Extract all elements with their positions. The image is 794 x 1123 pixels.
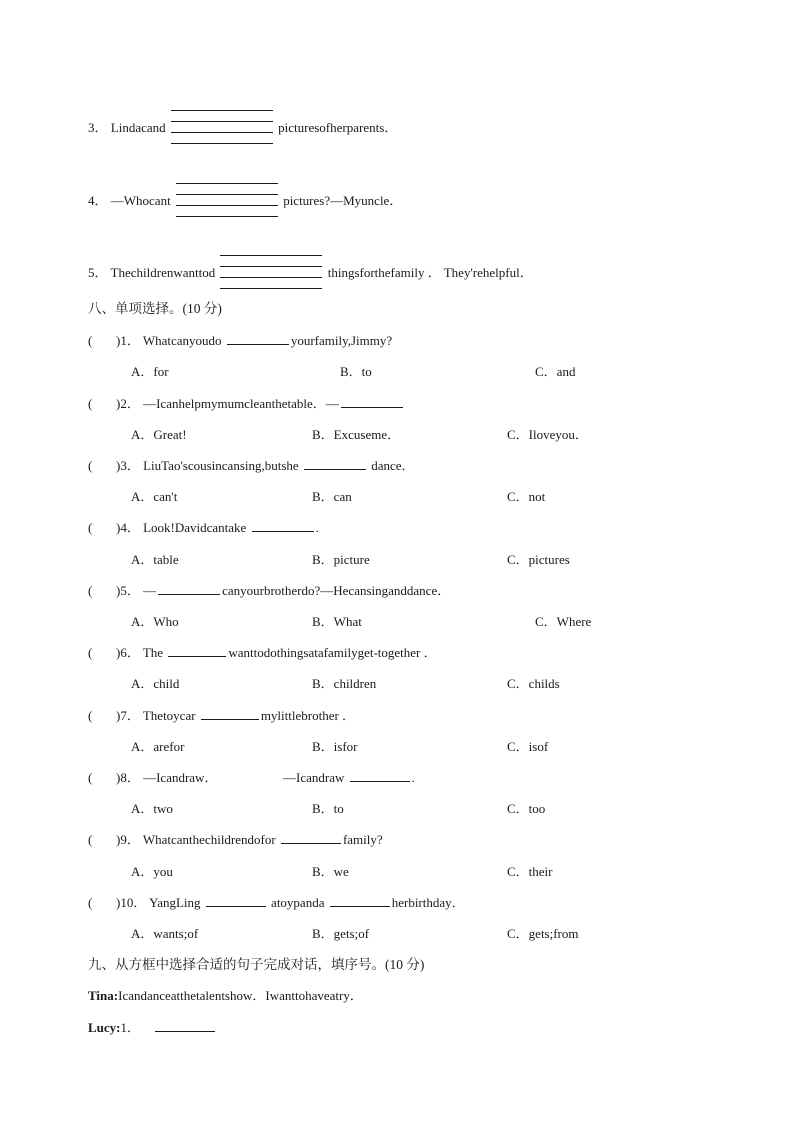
dialog-line-lucy: [88, 1020, 217, 1036]
answer-blank[interactable]: [227, 343, 289, 345]
question-text: atoypanda: [271, 895, 325, 910]
question-3: [88, 458, 415, 474]
option-c[interactable]: C．isof: [507, 739, 549, 754]
question-text: Whatcanyoudo: [142, 333, 222, 348]
item-text-before: Lindacand: [110, 120, 166, 135]
item-text-after: picturesofherparents．: [278, 120, 398, 135]
question-label: )2．: [116, 396, 140, 411]
answer-paren[interactable]: (: [88, 708, 93, 723]
question-text: YangLing: [149, 895, 201, 910]
item-text-after: thingsforthefamily ． They'rehelpful．: [327, 265, 533, 280]
option-a[interactable]: A．Who: [131, 614, 179, 629]
answer-paren[interactable]: (: [88, 458, 93, 473]
speaker-name: Tina:: [88, 988, 119, 1003]
question-text: The: [142, 645, 164, 660]
question-text: canyourbrotherdo?—Hecansinganddance．: [222, 583, 451, 598]
question-5: [88, 583, 450, 599]
stacked-writing-lines[interactable]: [171, 120, 273, 136]
fill-blank-item-3: [88, 120, 397, 136]
option-c[interactable]: C．gets;from: [507, 926, 579, 941]
question-label: )6．: [116, 645, 140, 660]
answer-blank[interactable]: [350, 780, 410, 782]
dialog-line-tina: [88, 988, 363, 1004]
question-text: dance．: [371, 458, 415, 473]
question-label: )8．: [116, 770, 140, 785]
section-9-title: 九、从方框中选择合适的句子完成对话，填序号。(10 分): [88, 957, 425, 972]
item-number: 3．: [88, 120, 108, 135]
question-text: mylittlebrother ．: [260, 708, 356, 723]
option-b[interactable]: B．Excuseme．: [312, 427, 401, 442]
question-2: [88, 396, 405, 412]
question-9: [88, 832, 383, 848]
option-b[interactable]: B．to: [340, 364, 372, 379]
dialog-text: Icandanceatthetalentshow．Iwanttohaveatry．: [118, 988, 363, 1003]
question-text: —Icanhelpmymumcleanthetable．—: [143, 396, 339, 411]
answer-blank[interactable]: [201, 718, 259, 720]
answer-paren[interactable]: (: [88, 770, 93, 785]
question-text: —: [143, 583, 157, 598]
question-text: herbirthday．: [391, 895, 465, 910]
question-text: Look!Davidcantake: [143, 520, 247, 535]
question-label: )7．: [116, 708, 140, 723]
question-text: LiuTao'scousincansing,butshe: [143, 458, 299, 473]
question-7: [88, 708, 355, 724]
option-c[interactable]: C．too: [507, 801, 546, 816]
question-6: [88, 645, 437, 661]
section-8-title: 八、单项选择。(10 分): [88, 301, 222, 316]
question-label: )9．: [116, 832, 140, 847]
dialog-text: 1．: [120, 1020, 141, 1035]
question-label: )3．: [116, 458, 140, 473]
question-1: [88, 333, 392, 349]
answer-paren[interactable]: (: [88, 333, 93, 348]
answer-blank[interactable]: [168, 655, 226, 657]
option-b[interactable]: B．can: [312, 489, 352, 504]
option-b[interactable]: B．to: [312, 801, 344, 816]
answer-paren[interactable]: (: [88, 645, 93, 660]
answer-paren[interactable]: (: [88, 396, 93, 411]
answer-blank[interactable]: [158, 593, 220, 595]
option-c[interactable]: C．their: [507, 864, 553, 879]
option-b[interactable]: B．picture: [312, 552, 370, 567]
option-a[interactable]: A．wants;of: [131, 926, 199, 941]
answer-blank[interactable]: [206, 905, 266, 907]
option-a[interactable]: A．arefor: [131, 739, 185, 754]
option-a[interactable]: A．can't: [131, 489, 178, 504]
item-number: 5．: [88, 265, 108, 280]
option-a[interactable]: A．table: [131, 552, 179, 567]
question-text: yourfamily,Jimmy?: [290, 333, 393, 348]
answer-paren[interactable]: (: [88, 520, 93, 535]
answer-paren[interactable]: (: [88, 832, 93, 847]
question-text: .: [411, 770, 415, 785]
item-text-before: —Whocant: [110, 193, 171, 208]
item-number: 4．: [88, 193, 108, 208]
option-b[interactable]: B．we: [312, 864, 349, 879]
answer-blank[interactable]: [281, 842, 341, 844]
answer-blank[interactable]: [330, 905, 390, 907]
option-a[interactable]: A．for: [131, 364, 169, 379]
option-a[interactable]: A．you: [131, 864, 173, 879]
question-text: Thetoycar: [142, 708, 196, 723]
question-label: )5．: [116, 583, 140, 598]
option-a[interactable]: A．Great!: [131, 427, 187, 442]
option-c[interactable]: C．not: [507, 489, 546, 504]
question-text: family?: [342, 832, 383, 847]
question-text: .: [315, 520, 319, 535]
option-c[interactable]: C．Where: [535, 614, 592, 629]
question-text: —Icandraw．: [143, 770, 218, 785]
answer-paren[interactable]: (: [88, 895, 93, 910]
fill-blank-item-4: [88, 193, 402, 209]
question-label: )1．: [116, 333, 140, 348]
answer-blank[interactable]: [155, 1030, 215, 1032]
option-b[interactable]: B．gets;of: [312, 926, 370, 941]
question-text: Whatcanthechildrendofor: [142, 832, 276, 847]
question-4: [88, 520, 319, 536]
option-b[interactable]: B．children: [312, 676, 377, 691]
question-8-reply: [283, 770, 415, 786]
question-8: [88, 770, 217, 786]
option-b[interactable]: B．What: [312, 614, 362, 629]
option-c[interactable]: C．Iloveyou．: [507, 427, 588, 442]
fill-blank-item-5: [88, 265, 533, 281]
answer-blank[interactable]: [304, 468, 366, 470]
speaker-name: Lucy:: [88, 1020, 121, 1035]
option-c[interactable]: C．pictures: [507, 552, 570, 567]
question-label: )4．: [116, 520, 140, 535]
item-text-before: Thechildrenwanttod: [110, 265, 216, 280]
answer-blank[interactable]: [341, 406, 403, 408]
option-c[interactable]: C．childs: [507, 676, 560, 691]
stacked-writing-lines[interactable]: [220, 265, 322, 281]
answer-blank[interactable]: [252, 530, 314, 532]
question-text: wanttodothingsatafamilyget-together ．: [228, 645, 437, 660]
question-label: )10．: [116, 895, 147, 910]
answer-paren[interactable]: (: [88, 583, 93, 598]
question-text: —Icandraw: [283, 770, 345, 785]
item-text-after: pictures?—Myuncle．: [283, 193, 403, 208]
stacked-writing-lines[interactable]: [176, 193, 278, 209]
option-b[interactable]: B．isfor: [312, 739, 358, 754]
option-a[interactable]: A．child: [131, 676, 180, 691]
option-a[interactable]: A．two: [131, 801, 173, 816]
question-10: [88, 895, 465, 911]
option-c[interactable]: C．and: [535, 364, 576, 379]
